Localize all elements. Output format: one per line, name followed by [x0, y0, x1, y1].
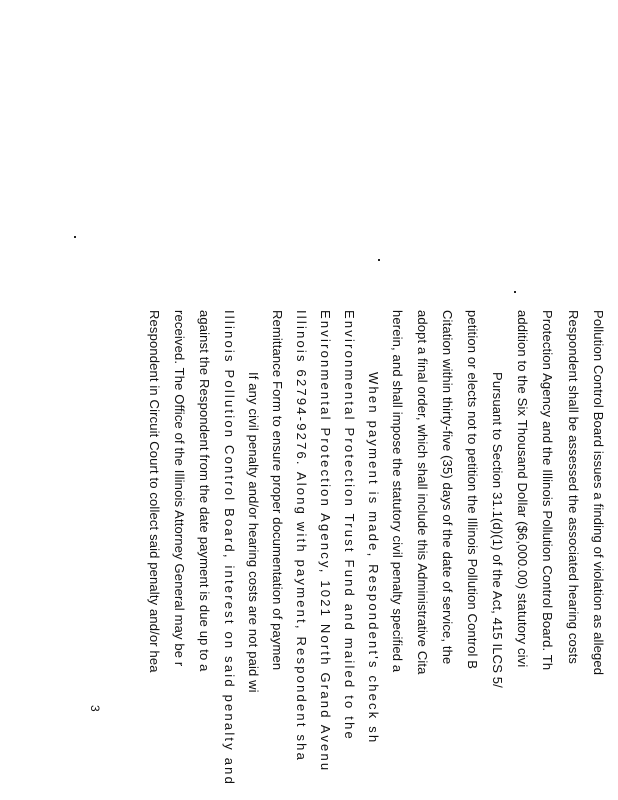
body-line-2: Respondent shall be assessed the associated hearing costs [566, 310, 581, 664]
body-line-8: adopt a final order, which shall include this Administrative Cita [415, 310, 430, 675]
body-line-10: When payment is made, Respondent's check sh [366, 372, 381, 745]
body-line-18: received. The Office of the Illinois Attorney General may be r [172, 310, 187, 667]
body-line-4: addition to the Six Thousand Dollar ($6,000.00) statutory civi [515, 310, 530, 668]
body-line-19: Respondent in Circuit Court to collect said penalty and/or hea [147, 310, 162, 673]
body-line-17: against the Respondent from the date payment is due up to a [197, 310, 212, 672]
body-line-16: Illinois Pollution Control Board, interest on said penalty and [222, 310, 237, 787]
page-number: 3 [88, 705, 102, 712]
body-line-5: Pursuant to Section 31.1(d)(1) of the Act, 415 ILCS 5/ [490, 372, 505, 688]
body-line-12: Environmental Protection Agency, 1021 North Grand Avenu [318, 310, 333, 773]
body-line-6: petition or elects not to petition the Illinois Pollution Control B [465, 310, 480, 670]
body-line-9: herein, and shall impose the statutory civil penalty specified a [390, 310, 405, 673]
body-line-11: Environmental Protection Trust Fund and mailed to the [342, 310, 357, 741]
body-line-3: Protection Agency and the Illinois Pollution Control Board. Th [540, 310, 555, 671]
body-line-15: If any civil penalty and/or hearing costs are not paid wi [246, 372, 261, 693]
body-line-7: Citation within thirty-five (35) days of the date of service, the [440, 310, 455, 665]
body-line-1: Pollution Control Board issues a finding of violation as alleged [591, 310, 606, 676]
scan-speck [74, 236, 76, 238]
scan-speck [514, 291, 516, 293]
body-line-14: Remittance Form to ensure proper documentation of paymen [270, 310, 285, 671]
body-line-13: Illinois 62794-9276. Along with payment, Respondent sha [294, 310, 309, 762]
scan-speck [378, 259, 380, 261]
